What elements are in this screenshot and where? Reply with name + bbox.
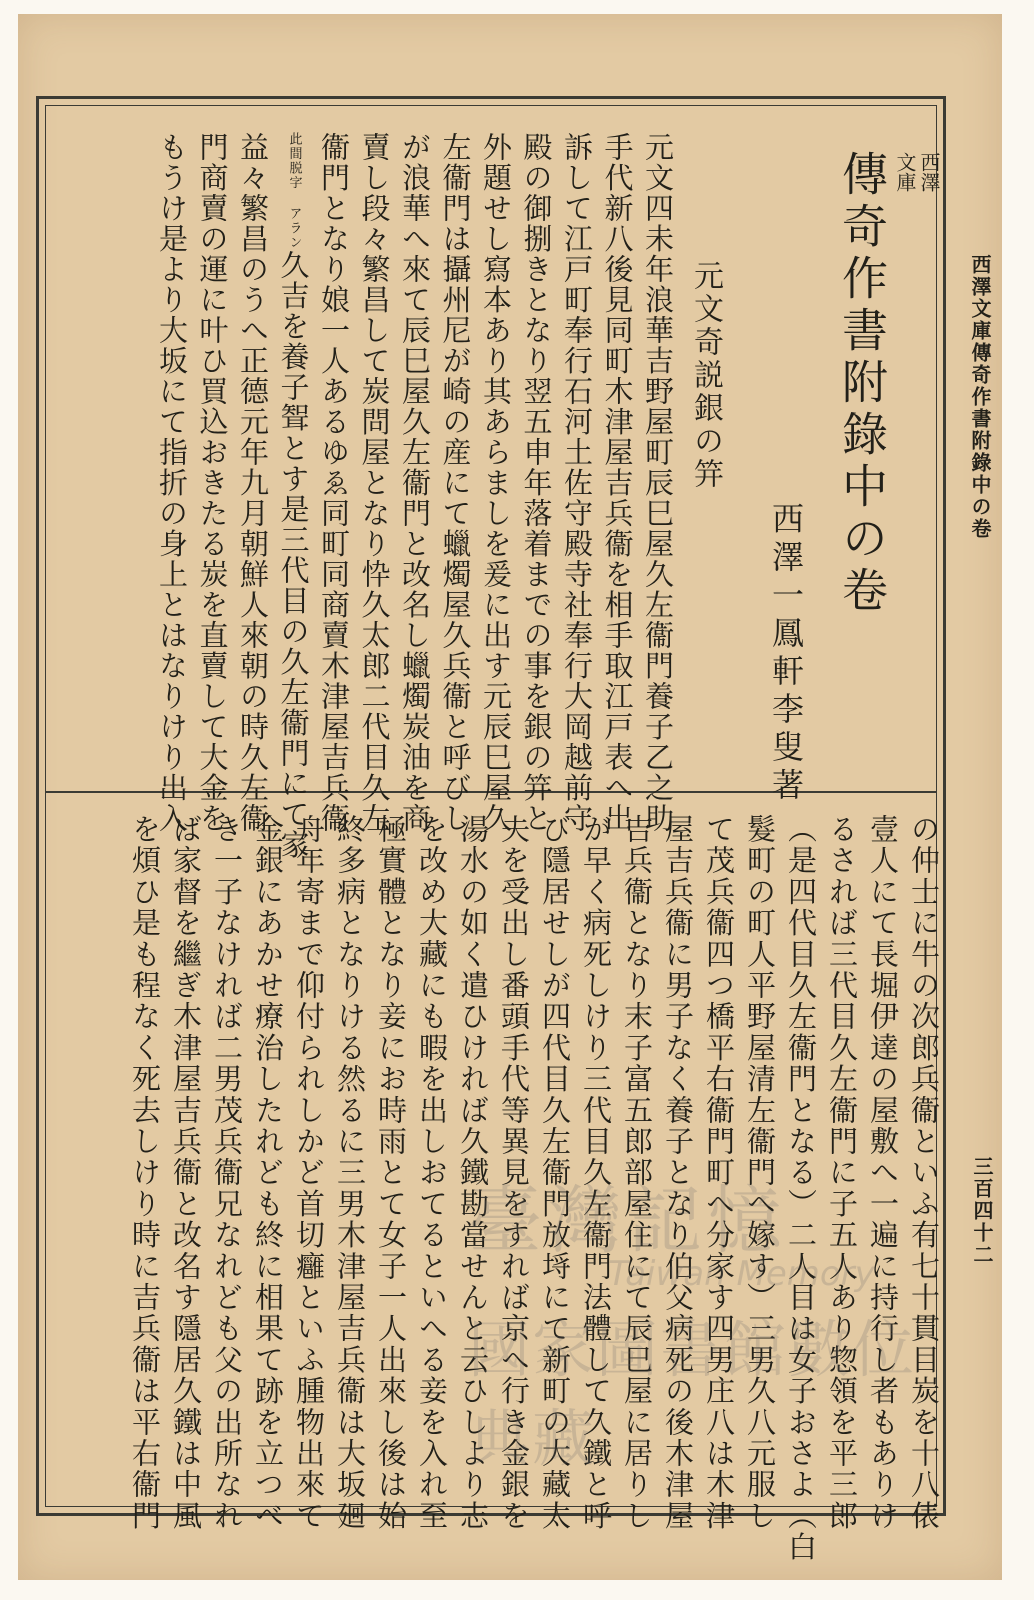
text-column: び隱居せしが四代目久左衞門放埓にて新町の大藏太 bbox=[538, 814, 572, 1532]
text-column: き一子なければ二男茂兵衞兄なれども父の出所なれ bbox=[210, 814, 244, 1532]
text-column: て茂兵衞四つ橋平右衞門町へ分家す四男庄八は木津 bbox=[702, 814, 736, 1532]
running-head: 西澤文庫傳奇作書附錄中の卷 bbox=[968, 254, 992, 540]
text-column: 舟年寄まで仰付られしかど首切癰といふ腫物出來て bbox=[292, 814, 326, 1532]
text-column: るされば三代目久左衞門に子五人あり惣領を平三郎 bbox=[825, 814, 859, 1532]
watermark-sub: 國家圖書館數位典藏 bbox=[468, 1313, 917, 1475]
title-prefix-line: 西澤 bbox=[917, 152, 941, 192]
text-column: が浪華へ來て辰巳屋久左衞門と改名し蠟燭炭油を商 bbox=[398, 132, 432, 834]
text-column: ば家督を繼ぎ木津屋吉兵衞と改名す隱居久鐵は中風 bbox=[169, 814, 203, 1532]
watermark-english: Taiwan Memory bbox=[608, 1254, 875, 1294]
text-column-body: 久吉を養子聟とす是三代目の久左衞門にて家 bbox=[276, 250, 311, 860]
text-column: を煩ひ是も程なく死去しけり時に吉兵衞は平右衞門 bbox=[128, 814, 162, 1532]
title-prefix-line: 文庫 bbox=[893, 152, 917, 192]
page-sheet bbox=[18, 14, 1002, 1580]
text-column: を改め大藏にも暇を出しおてるといへる妾を入れ至 bbox=[415, 814, 449, 1532]
text-column: 訴して江戸町奉行石河土佐守殿寺社奉行大岡越前守 bbox=[560, 132, 594, 834]
text-column: 夫を受出し番頭手代等異見をすれば京へ行き金銀を bbox=[497, 814, 531, 1532]
text-column: 髮町の町人平野屋清左衞門へ嫁す）三男久八元服し bbox=[743, 814, 777, 1532]
text-column: もうけ是より大坂にて指折の身上とはなりけり出入 bbox=[155, 132, 189, 834]
text-column: の仲士に牛の次郎兵衞といふ有七十貫目炭を十八俵 bbox=[907, 814, 941, 1532]
text-column: 終多病となりける然るに三男木津屋吉兵衞は大坂廻 bbox=[333, 814, 367, 1532]
text-column: 益々繁昌のうへ正德元年九月朝鮮人來朝の時久左衞 bbox=[236, 132, 270, 834]
main-title: 傳奇作書附錄中の卷 bbox=[835, 150, 889, 618]
editorial-note bbox=[287, 132, 301, 250]
upper-text-block bbox=[80, 132, 941, 860]
text-column: 湯水の如く遣ひければ久鐵勘當せんと云ひしより志 bbox=[456, 814, 490, 1532]
text-column: 左衞門は攝州尼が崎の産にて蠟燭屋久兵衞と呼びし bbox=[438, 132, 473, 834]
text-column: 外題せし寫本あり其あらましを爰に出す元辰巳屋久 bbox=[479, 132, 513, 834]
text-column-with-note bbox=[273, 132, 314, 860]
editorial-note-line: アラン bbox=[286, 206, 302, 250]
text-column: 賣し段々繁昌して炭問屋となり忰久太郎二代目久左 bbox=[357, 132, 392, 834]
author-line: 西澤一鳳軒李叟著 bbox=[767, 502, 805, 806]
library-watermark bbox=[458, 1162, 978, 1475]
text-column: 衞門となり娘一人あるゆゑ同町同商賣木津屋吉兵衞 bbox=[317, 132, 351, 834]
page-number: 三百四十二 bbox=[970, 1156, 994, 1266]
text-column: 極實體となり妾にお時雨とて女子一人出來し後は始 bbox=[374, 814, 408, 1532]
title-prefix bbox=[892, 152, 940, 792]
text-column: 手代新八後見同町木津屋吉兵衞を相手取江戸表へ出 bbox=[600, 132, 635, 834]
text-column: 元文四未年浪華吉野屋町辰巳屋久左衞門養子乙之助 bbox=[641, 132, 675, 834]
text-column: 門商賣の運に叶ひ買込おきたる炭を直賣して大金を bbox=[195, 132, 230, 834]
text-column: （是四代目久左衞門となる）二人目は女子おさよ（白 bbox=[784, 814, 818, 1563]
text-column: 金銀にあかせ療治したれども終に相果て跡を立つべ bbox=[251, 814, 285, 1532]
section-title: 元文奇説銀の笄 bbox=[688, 260, 723, 491]
text-column: 屋吉兵衞に男子なく養子となり伯父病死の後木津屋 bbox=[661, 814, 695, 1532]
watermark-chinese: 臺灣記憶 bbox=[468, 1178, 788, 1264]
text-column: 壹人にて長堀伊達の屋敷へ一遍に持行し者もありけ bbox=[866, 814, 900, 1532]
text-column: が早く病死しけり三代目久左衞門法體して久鐵と呼 bbox=[579, 814, 613, 1532]
text-column: 殿の御捌きとなり翌五申年落着までの事を銀の笄と bbox=[519, 132, 554, 834]
text-column: 吉兵衞となり末子富五郎部屋住にて辰巳屋に居りし bbox=[620, 814, 654, 1532]
editorial-note-line: 此間脱字 bbox=[286, 132, 302, 190]
